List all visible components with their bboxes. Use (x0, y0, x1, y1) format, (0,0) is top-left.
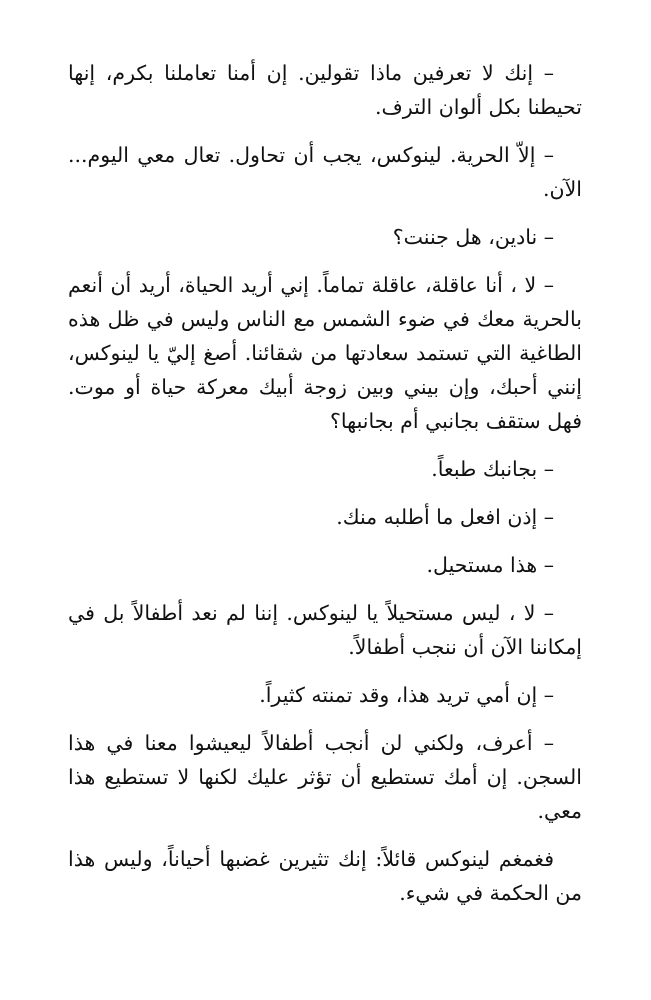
dialogue-paragraph-3: – نادين، هل جننت؟ (392, 225, 554, 249)
dialogue-paragraph-2: – إلاّ الحرية. لينوكس، يجب أن تحاول. تعال معي اليوم... الآن. (68, 143, 582, 201)
dialogue-paragraph-4: – لا ، أنا عاقلة، عاقلة تماماً. إني أريد الحياة، أريد أن أنعم بالحرية معك في ضوء الشمس مع الناس وليس في ظل هذه الطاغية التي تستمد سعادتها من شقائنا. أصغ إليّ يا لينوكس، إنني أحبك، وإن بيني وبين زوجة أبيك معركة حياة أو موت. فهل ستقف بجانبي أم بجانبها؟ (68, 273, 582, 433)
dialogue-paragraph-8: – لا ، ليس مستحيلاً يا لينوكس. إننا لم نعد أطفالاً بل في إمكاننا الآن أن ننجب أطفالاً. (68, 601, 582, 659)
dialogue-paragraph-5: – بجانبك طبعاً. (431, 457, 554, 481)
dialogue-paragraph-9: – إن أمي تريد هذا، وقد تمنته كثيراً. (259, 683, 554, 707)
dialogue-paragraph-1: – إنك لا تعرفين ماذا تقولين. إن أمنا تعاملنا بكرم، إنها تحيطنا بكل ألوان الترف. (68, 61, 582, 119)
document-page (68, 56, 582, 924)
dialogue-paragraph-6: – إذن افعل ما أطلبه منك. (336, 505, 554, 529)
dialogue-paragraph-7: – هذا مستحيل. (426, 553, 554, 577)
dialogue-paragraph-10: – أعرف، ولكني لن أنجب أطفالاً ليعيشوا معنا في هذا السجن. إن أمك تستطيع أن تؤثر عليك لكنها لا تستطيع هذا معي. (68, 731, 582, 823)
narration-paragraph: فغمغم لينوكس قائلاً: إنك تثيرين غضبها أحياناً، وليس هذا من الحكمة في شيء. (68, 847, 582, 905)
